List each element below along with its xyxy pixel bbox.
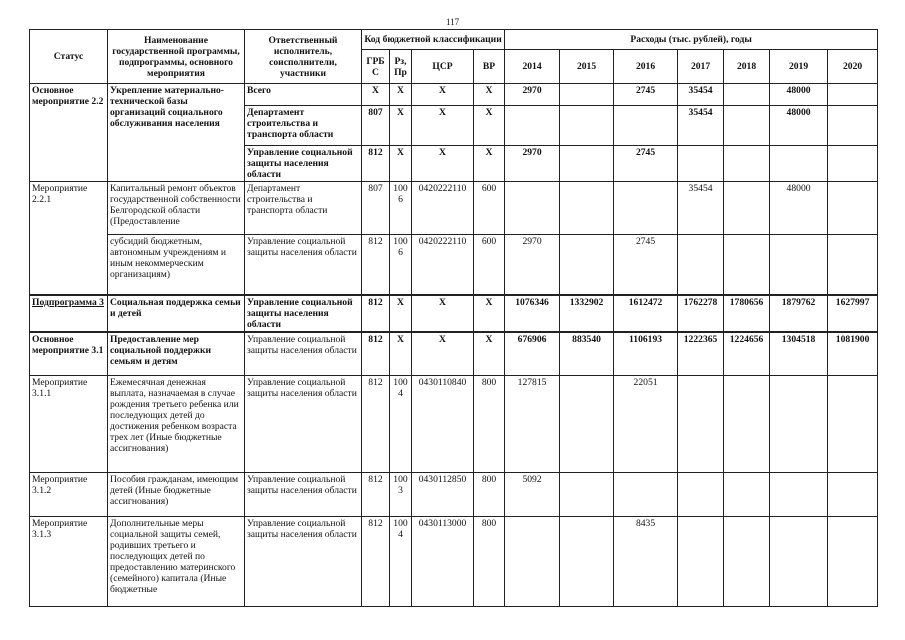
row-status: Мероприятие 3.1.3 — [30, 517, 108, 607]
cell-2018 — [724, 517, 770, 607]
header-executor: Ответственный исполнитель, соисполнители, участники — [245, 30, 362, 84]
row-vr: 800 — [474, 376, 505, 473]
row-executor: Управление социальной защиты населения области — [245, 332, 362, 376]
row-vr: Х — [474, 106, 505, 146]
row-csr: 0430110840 — [412, 376, 474, 473]
cell-2017: 35454 — [678, 182, 724, 235]
cell-2017: 35454 — [678, 106, 724, 146]
row-name: Капитальный ремонт объектов государственной собственности Белгородской области (Предоставление — [108, 182, 245, 235]
cell-2018: 1224656 — [724, 332, 770, 376]
row-executor: Департамент строительства и транспорта области — [245, 106, 362, 146]
cell-2020 — [828, 235, 878, 295]
cell-2017: 35454 — [678, 84, 724, 106]
cell-2016: 1612472 — [614, 295, 678, 332]
cell-2017: 1762278 — [678, 295, 724, 332]
row-executor: Всего — [245, 84, 362, 106]
row-executor: Управление социальной защиты населения области — [245, 376, 362, 473]
row-rzpr: Х — [390, 332, 412, 376]
header-year-2017: 2017 — [678, 50, 724, 84]
table-row — [30, 332, 878, 376]
row-csr: 0430113000 — [412, 517, 474, 607]
row-csr: Х — [412, 146, 474, 182]
cell-2018 — [724, 235, 770, 295]
header-name: Наименование государственной программы, подпрограммы, основного мероприятия — [108, 30, 245, 84]
row-csr: Х — [412, 332, 474, 376]
row-name: Дополнительные меры социальной защиты семей, родивших третьего и последующих детей по предоставлению материнского (семейного) капитала (Иные бюджетные — [108, 517, 245, 607]
cell-2020 — [828, 106, 878, 146]
header-expenses: Расходы (тыс. рублей), годы — [505, 30, 878, 50]
row-grbs: 812 — [362, 473, 390, 517]
cell-2017 — [678, 235, 724, 295]
cell-2016: 8435 — [614, 517, 678, 607]
table-row — [30, 376, 878, 473]
cell-2014: 2970 — [505, 146, 560, 182]
cell-2014 — [505, 517, 560, 607]
cell-2019 — [770, 517, 828, 607]
cell-2015 — [560, 106, 614, 146]
header-budget-code: Код бюджетной классификации — [362, 30, 505, 50]
cell-2018 — [724, 84, 770, 106]
cell-2015 — [560, 376, 614, 473]
cell-2018 — [724, 473, 770, 517]
cell-2017 — [678, 473, 724, 517]
row-grbs: Х — [362, 84, 390, 106]
row-executor: Управление социальной защиты населения области — [245, 146, 362, 182]
cell-2014: 1076346 — [505, 295, 560, 332]
cell-2017 — [678, 517, 724, 607]
cell-2016 — [614, 182, 678, 235]
cell-2016: 2745 — [614, 84, 678, 106]
row-vr: Х — [474, 146, 505, 182]
row-status: Основное мероприятие 3.1 — [30, 332, 108, 376]
row-grbs: 812 — [362, 146, 390, 182]
row-csr: Х — [412, 106, 474, 146]
cell-2019 — [770, 473, 828, 517]
row-name: Укрепление материально-технической базы организаций социального обслуживания населения — [108, 84, 245, 182]
cell-2020 — [828, 376, 878, 473]
row-name: Пособия гражданам, имеющим детей (Иные бюджетные ассигнования) — [108, 473, 245, 517]
row-csr: 0430112850 — [412, 473, 474, 517]
cell-2019 — [770, 376, 828, 473]
row-grbs: 807 — [362, 182, 390, 235]
row-name: Социальная поддержка семьи и детей — [108, 295, 245, 332]
cell-2014: 5092 — [505, 473, 560, 517]
header-year-2016: 2016 — [614, 50, 678, 84]
row-grbs: 812 — [362, 517, 390, 607]
row-rzpr: Х — [390, 146, 412, 182]
row-rzpr: Х — [390, 84, 412, 106]
row-rzpr: 1006 — [390, 235, 412, 295]
row-vr: Х — [474, 332, 505, 376]
table-row — [30, 295, 878, 332]
cell-2019: 1304518 — [770, 332, 828, 376]
row-rzpr: 1004 — [390, 517, 412, 607]
row-executor: Управление социальной защиты населения области — [245, 473, 362, 517]
page-number: 117 — [446, 17, 460, 27]
cell-2019 — [770, 146, 828, 182]
cell-2019: 48000 — [770, 84, 828, 106]
cell-2015 — [560, 182, 614, 235]
row-grbs: 812 — [362, 332, 390, 376]
row-name: Предоставление мер социальной поддержки семьям и детям — [108, 332, 245, 376]
cell-2016: 2745 — [614, 146, 678, 182]
row-name: Ежемесячная денежная выплата, назначаемая в случае рождения третьего ребенка или последующих детей до достижения ребенком возраста трех лет (Иные бюджетные ассигнования) — [108, 376, 245, 473]
header-grbs: ГРБС — [362, 50, 390, 84]
row-grbs: 812 — [362, 376, 390, 473]
budget-table — [29, 29, 878, 607]
cell-2015 — [560, 235, 614, 295]
cell-2020 — [828, 182, 878, 235]
cell-2018 — [724, 376, 770, 473]
row-status: Мероприятие 3.1.2 — [30, 473, 108, 517]
row-rzpr: Х — [390, 106, 412, 146]
cell-2019 — [770, 235, 828, 295]
cell-2017 — [678, 376, 724, 473]
cell-2018 — [724, 182, 770, 235]
cell-2019: 48000 — [770, 106, 828, 146]
row-rzpr: 1004 — [390, 376, 412, 473]
row-executor: Управление социальной защиты населения области — [245, 235, 362, 295]
cell-2018: 1780656 — [724, 295, 770, 332]
header-year-2018: 2018 — [724, 50, 770, 84]
cell-2016: 2745 — [614, 235, 678, 295]
cell-2020 — [828, 517, 878, 607]
cell-2016: 22051 — [614, 376, 678, 473]
row-status: Основное мероприятие 2.2 — [30, 84, 108, 182]
header-year-2019: 2019 — [770, 50, 828, 84]
row-executor: Управление социальной защиты населения области — [245, 517, 362, 607]
row-vr: 600 — [474, 182, 505, 235]
cell-2014: 2970 — [505, 235, 560, 295]
cell-2020 — [828, 146, 878, 182]
row-executor: Департамент строительства и транспорта области — [245, 182, 362, 235]
cell-2016 — [614, 473, 678, 517]
cell-2015 — [560, 517, 614, 607]
cell-2017 — [678, 146, 724, 182]
cell-2014 — [505, 182, 560, 235]
row-vr: Х — [474, 84, 505, 106]
row-vr: 800 — [474, 517, 505, 607]
row-vr: 800 — [474, 473, 505, 517]
cell-2016: 1106193 — [614, 332, 678, 376]
cell-2015 — [560, 146, 614, 182]
table-row — [30, 517, 878, 607]
row-vr: 600 — [474, 235, 505, 295]
cell-2015 — [560, 473, 614, 517]
table-row — [30, 182, 878, 235]
table-row — [30, 473, 878, 517]
row-csr: 0420222110 — [412, 235, 474, 295]
table-row — [30, 84, 878, 106]
row-name: субсидий бюджетным, автономным учреждениям и иным некоммерческим организациям) — [108, 235, 245, 295]
cell-2017: 1222365 — [678, 332, 724, 376]
row-csr: 0420222110 — [412, 182, 474, 235]
row-vr: Х — [474, 295, 505, 332]
row-rzpr: 1006 — [390, 182, 412, 235]
header-year-2015: 2015 — [560, 50, 614, 84]
header-year-2020: 2020 — [828, 50, 878, 84]
header-status: Статус — [30, 30, 108, 84]
row-csr: Х — [412, 84, 474, 106]
row-status: Подпрограмма 3 — [30, 295, 108, 332]
cell-2015: 883540 — [560, 332, 614, 376]
cell-2014: 676906 — [505, 332, 560, 376]
row-status: Мероприятие 2.2.1 — [30, 182, 108, 295]
cell-2020 — [828, 473, 878, 517]
row-csr: Х — [412, 295, 474, 332]
header-vr: ВР — [474, 50, 505, 84]
row-grbs: 812 — [362, 235, 390, 295]
header-rzpr: Рз, Пр — [390, 50, 412, 84]
cell-2020: 1081900 — [828, 332, 878, 376]
cell-2020: 1627997 — [828, 295, 878, 332]
table-row — [30, 235, 878, 295]
row-executor: Управление социальной защиты населения области — [245, 295, 362, 332]
cell-2018 — [724, 106, 770, 146]
cell-2020 — [828, 84, 878, 106]
cell-2016 — [614, 106, 678, 146]
row-rzpr: 1003 — [390, 473, 412, 517]
cell-2014: 2970 — [505, 84, 560, 106]
cell-2014 — [505, 106, 560, 146]
cell-2018 — [724, 146, 770, 182]
row-status: Мероприятие 3.1.1 — [30, 376, 108, 473]
cell-2019: 48000 — [770, 182, 828, 235]
row-rzpr: Х — [390, 295, 412, 332]
header-year-2014: 2014 — [505, 50, 560, 84]
row-grbs: 812 — [362, 295, 390, 332]
cell-2015 — [560, 84, 614, 106]
cell-2015: 1332902 — [560, 295, 614, 332]
header-csr: ЦСР — [412, 50, 474, 84]
cell-2014: 127815 — [505, 376, 560, 473]
row-grbs: 807 — [362, 106, 390, 146]
cell-2019: 1879762 — [770, 295, 828, 332]
